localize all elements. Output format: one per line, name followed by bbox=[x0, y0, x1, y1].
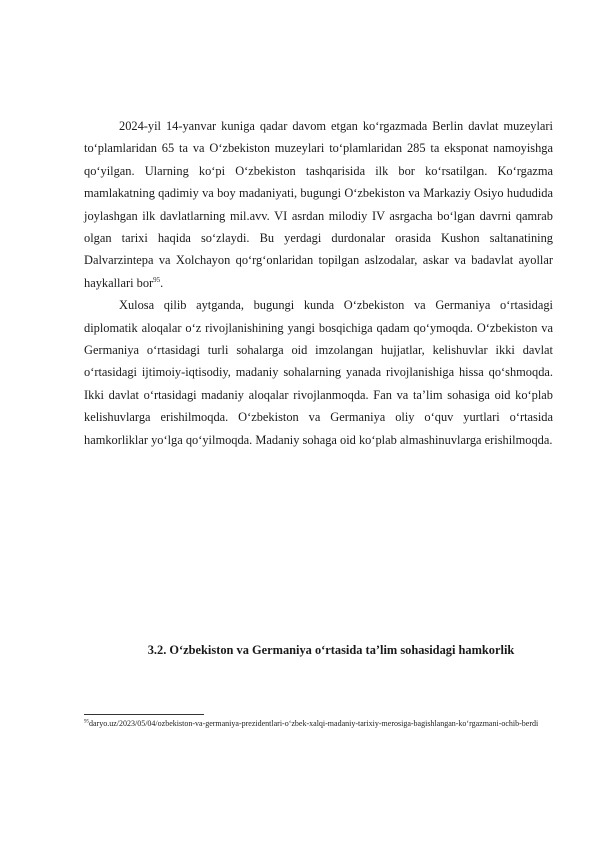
footnote-number: 95 bbox=[84, 719, 89, 725]
footnote-reference[interactable]: 95 bbox=[153, 275, 161, 284]
paragraph-museum-exhibition bbox=[84, 115, 553, 294]
body-text bbox=[84, 115, 553, 451]
footnote-link[interactable]: daryo.uz/2023/05/04/ozbekiston-va-germaniya-prezidentlari-oʻzbek-xalqi-madaniy-tarixiy-merosiga-bagishlangan-koʻrgazmani-ochib-berdi bbox=[89, 719, 539, 728]
footnote-divider bbox=[84, 714, 204, 715]
footnote bbox=[84, 718, 554, 729]
paragraph-text: 2024-yil 14-yanvar kuniga qadar davom etgan koʻrgazmada Berlin davlat muzeylari toʻplamlaridan 65 ta va Oʻzbekiston muzeylari toʻplamlaridan 285 ta eksponat namoyishga qoʻyilgan. Ularning koʻpi Oʻzbekiston tashqarisida ilk bor koʻrsatilgan. Koʻrgazma mamlakatning qadimiy va boy madaniyati, bugungi Oʻzbekiston va Markaziy Osiyo hududida joylashgan ilk davlatlarning mil.avv. VI asrdan milodiy IV asrgacha boʻlgan davrni qamrab olgan tarixi haqida soʻzlaydi. Bu yerdagi durdonalar orasida Kushon saltanatining Dalvarzintepa va Xolchayon qoʻrgʻonlaridan topilgan aslzodalar, askar va badavlat ayollar haykallari bor bbox=[84, 119, 553, 290]
paragraph-conclusion bbox=[84, 294, 553, 451]
paragraph-tail: . bbox=[160, 275, 164, 290]
section-heading: 3.2. O‘zbekiston va Germaniya o‘rtasida ta’lim sohasidagi hamkorlik bbox=[147, 643, 515, 657]
paragraph-text: Xulosa qilib aytganda, bugungi kunda Oʻzbekiston va Germaniya oʻrtasidagi diplomatik aloqalar oʻz rivojlanishining yangi bosqichiga qadam qoʻymoqda. Oʻzbekiston va Germaniya oʻrtasidagi turli sohalarga oid imzolangan hujjatlar, kelishuvlar ikki davlat oʻrtasidagi ijtimoiy-iqtisodiy, madaniy sohalarning yanada rivojlanishiga hissa qoʻshmoqda. Ikki davlat oʻrtasidagi madaniy aloqalar rivojlanmoqda. Fan va ta’lim sohasiga oid koʻplab kelishuvlarga erishilmoqda. Oʻzbekiston va Germaniya oliy oʻquv yurtlari oʻrtasida hamkorliklar yoʻlga qoʻyilmoqda. Madaniy sohaga oid koʻplab almashinuvlarga erishilmoqda. bbox=[84, 298, 553, 447]
